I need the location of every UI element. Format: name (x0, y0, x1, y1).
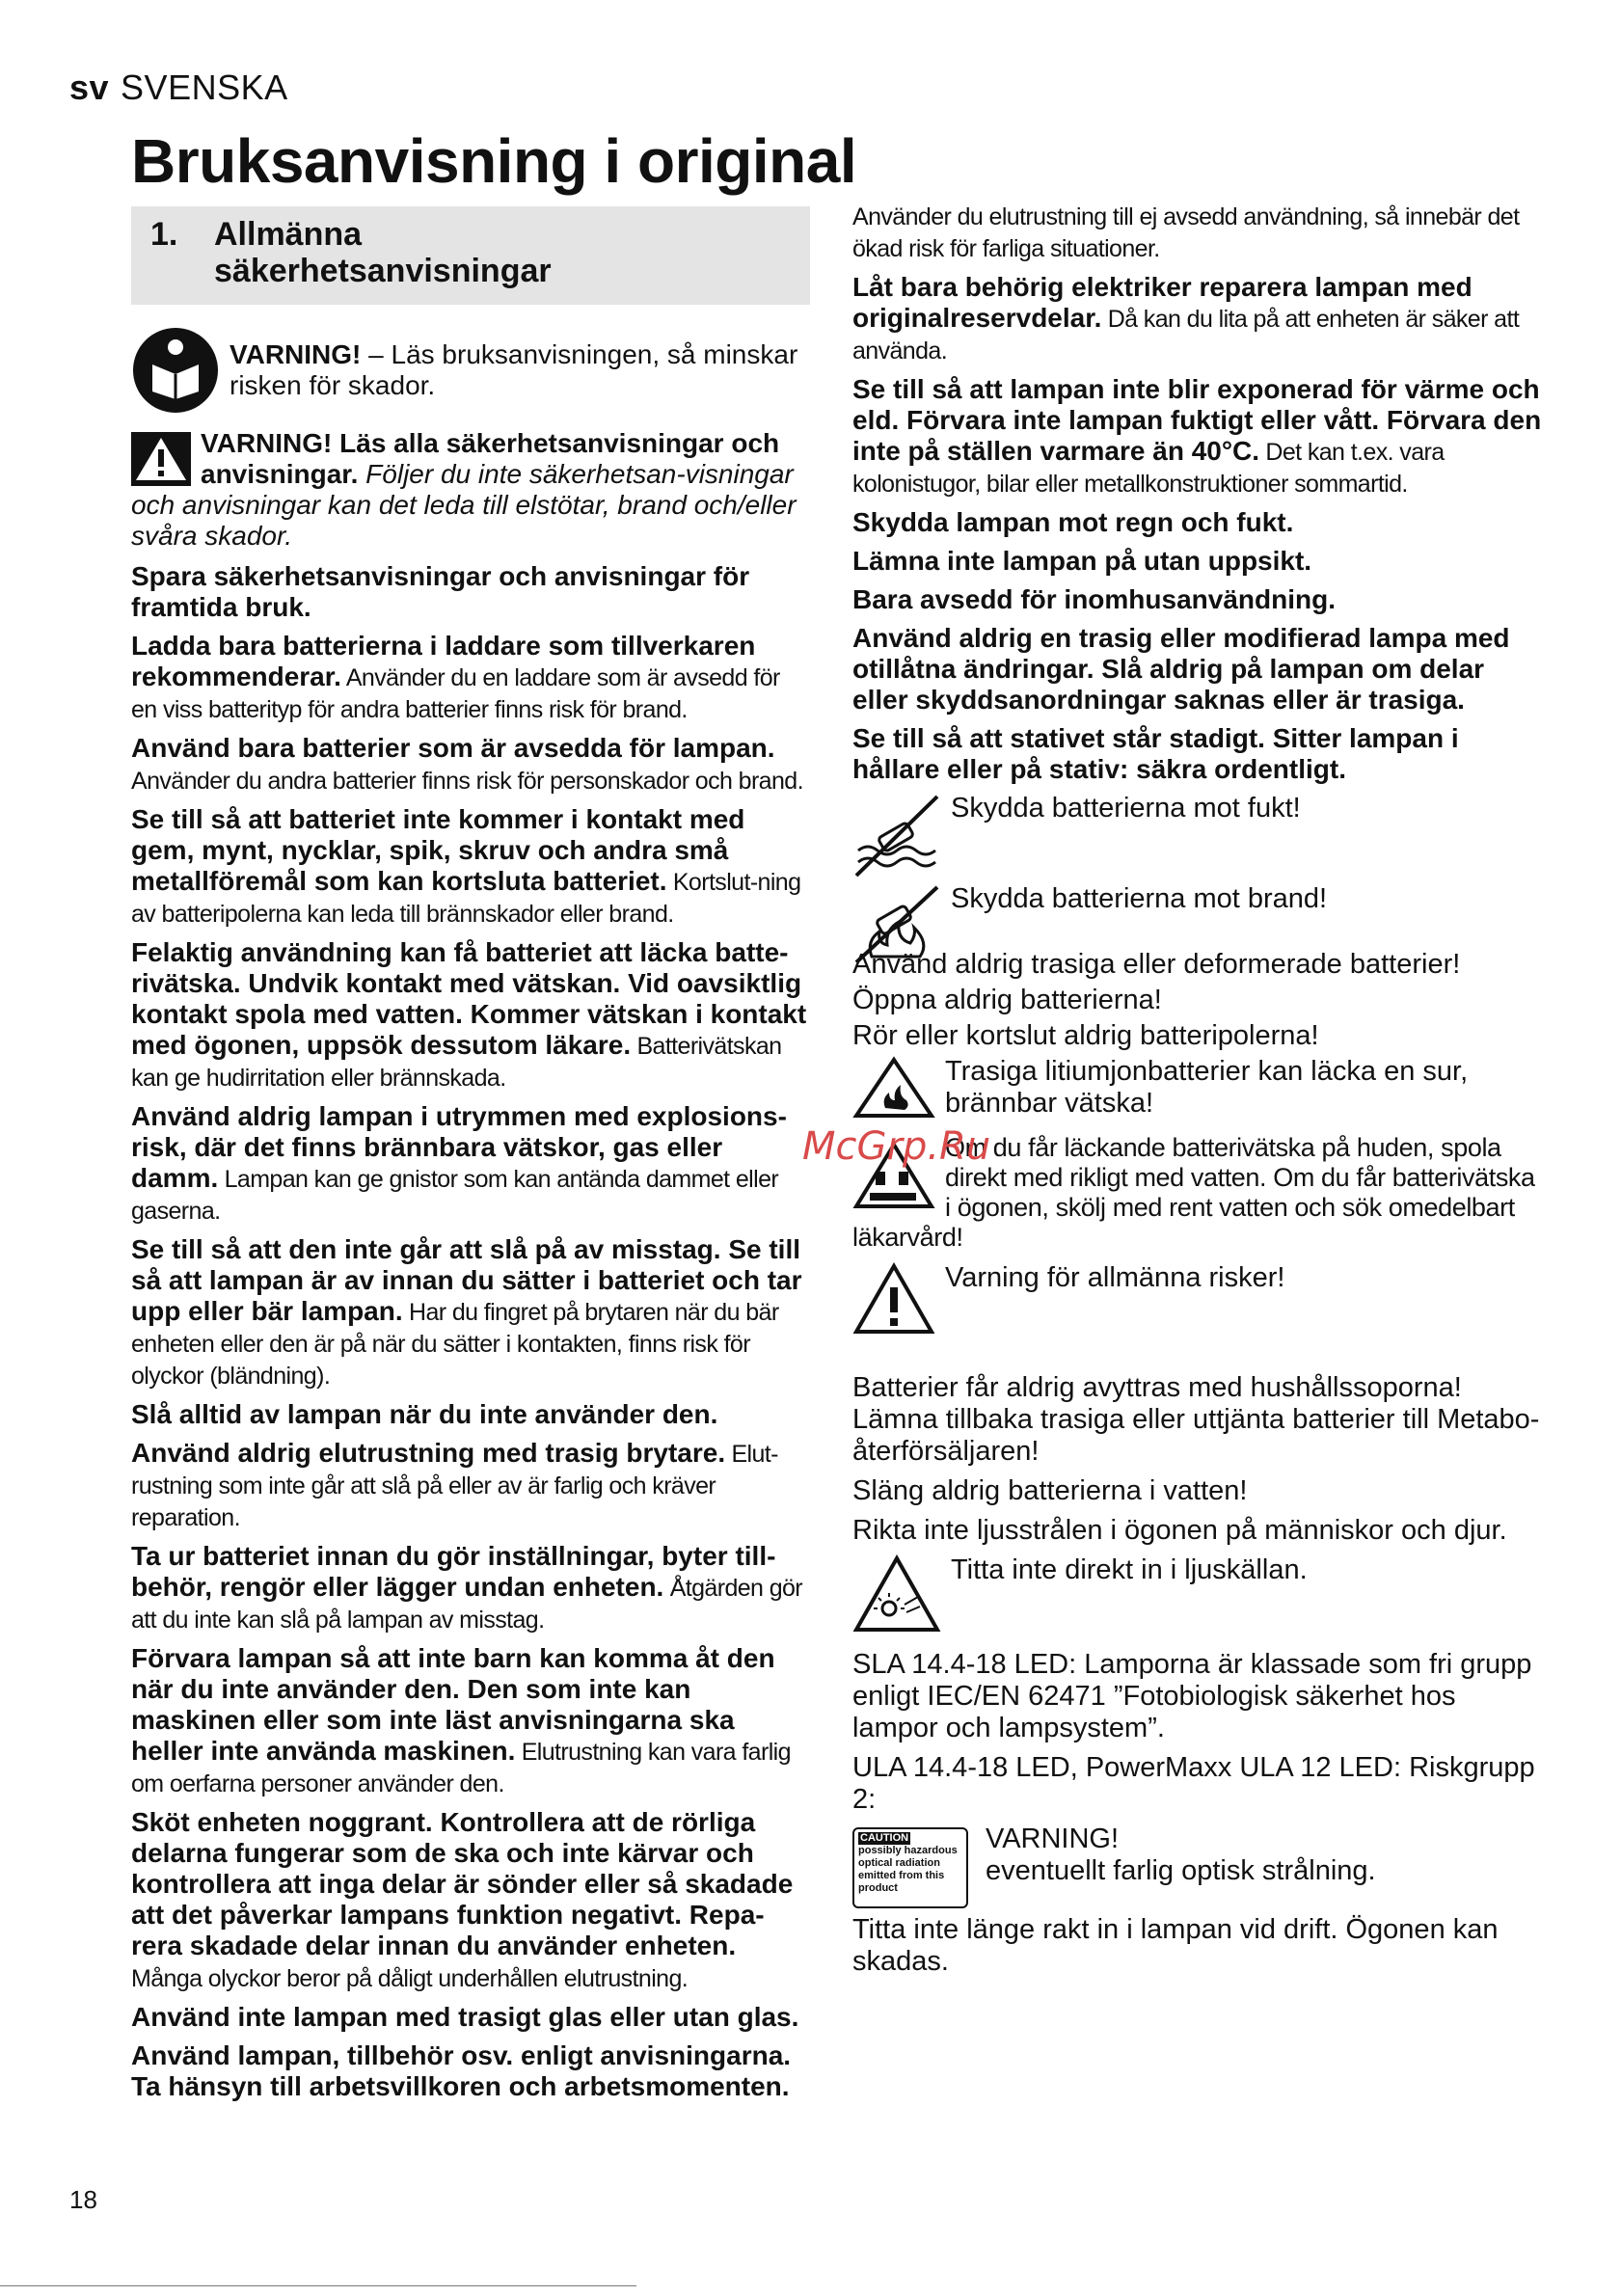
para-switch-text: Elut-rustning som inte går att slå på eller av är farlig och kräver reparation. (131, 1441, 778, 1531)
caution-row (852, 1823, 1543, 1908)
icon-row-general (852, 1262, 1543, 1336)
para-maintenance-text: Många olyckor beror på dåligt underhållen elutrustning. (131, 1965, 689, 1992)
warning-safety-instructions (131, 428, 810, 552)
icon-text-moisture: Skydda batterierna mot fukt! (951, 793, 1301, 824)
icon-row-lithium (852, 1056, 1543, 1120)
para-children-text: Elutrustning kan vara farlig om oerfarna personer använder den. (131, 1739, 791, 1797)
para-batteries-text: Använder du andra batterier finns risk för personskador och brand. (131, 768, 803, 795)
section-title-line2: säkerhetsanvisningar (214, 253, 552, 289)
page-number: 18 (69, 2185, 97, 2214)
para-explosion-text: Lampan kan ge gnistor som kan antända dammet eller gaserna. (131, 1166, 779, 1225)
para-disposal: Batterier får aldrig avyttras med hushållssoporna! Lämna tillbaka trasiga eller uttjänta batterier till Metabo-återförsäljaren! (852, 1372, 1540, 1467)
para-switch-bold: Använd aldrig elutrustning med trasig brytare. (131, 1438, 726, 1468)
para-leak-bold: Felaktig användning kan få batteriet att läcka batte-rivätska. Undvik kontakt med vätskan. Vid oavsiktlig kontakt spola med vatten. Kommer vätskan i kontakt med ögonen, uppsök dessutom läkare. (131, 937, 807, 1060)
read-manual-icon (131, 326, 220, 415)
para-leak-text: Batterivätskan kan ge hudirritation eller brännskada. (131, 1033, 782, 1092)
para-damaged-lamp: Använd aldrig en trasig eller modifierad lampa med otillåtna ändringar. Slå aldrig på lampan om delar eller skyddsanordningar saknas eller är trasiga. (852, 623, 1510, 715)
para-explosion-bold: Använd aldrig lampan i utrymmen med explosions-risk, där det finns brännbara vätskor, gas eller damm. (131, 1101, 787, 1193)
warning-optical-text: eventuellt farlig optisk strålning. (986, 1855, 1376, 1886)
general-warning-icon (852, 1262, 935, 1336)
lang-code: sv (69, 68, 110, 107)
light-hazard-icon (852, 1554, 941, 1634)
watermark: McGrp.Ru (802, 1124, 991, 1169)
para-glass: Använd inte lampan med trasigt glas eller utan glas. (131, 2002, 799, 2032)
para-save-instructions: Spara säkerhetsanvisningar och anvisningar för framtida bruk. (131, 561, 750, 622)
icon-text-corrosive: Om du får läckande batterivätska på huden, spola direkt med rikligt med vatten. Om du får batterivätska i ögonen, skölj med rent vatten och sök omedelbart läkarvård! (852, 1133, 1535, 1252)
para-unattended: Lämna inte lampan på utan uppsikt. (852, 546, 1312, 576)
para-ula-risk-group: ULA 14.4-18 LED, PowerMaxx ULA 12 LED: Riskgrupp 2: (852, 1752, 1535, 1815)
para-indoor: Bara avsedd för inomhusanvändning. (852, 584, 1336, 614)
warning-label: VARNING! (230, 339, 362, 369)
caution-label (852, 1827, 968, 1908)
caution-title: CAUTION (860, 1832, 909, 1844)
icon-text-lithium: Trasiga litiumjonbatterier kan läcka en sur, brännbar vätska! (945, 1056, 1469, 1119)
para-children-bold: Förvara lampan så att inte barn kan komma åt den när du inte använder den. Den som inte kan maskinen eller som inte läst anvisningarna ska heller inte använda maskinen. (131, 1643, 775, 1766)
para-heat-text: Det kan t.ex. vara kolonistugor, bilar eller metallkonstruktioner sommartid. (852, 439, 1445, 498)
para-no-short: Rör eller kortslut aldrig batteripolerna! (852, 1020, 1319, 1051)
para-accidental-text: Har du fingret på brytaren när du bär enheten eller den är på när du sätter i kontakten, finns risk för olyckor (bländning). (131, 1299, 779, 1390)
footer-rule (0, 2285, 636, 2286)
no-moisture-icon (852, 793, 941, 879)
para-no-beam: Rikta inte ljusstrålen i ögonen på människor och djur. (852, 1515, 1507, 1546)
icon-text-light: Titta inte direkt in i ljuskällan. (951, 1554, 1308, 1585)
warning-triangle-icon (131, 432, 191, 486)
para-maintenance-bold: Sköt enheten noggrant. Kontrollera att de rörliga delarna fungerar som de ska och inte kärvar och kontrollera att inga delar är sönder eller så skadade att det påverkar lampans funktion negativt. Repa-rera skadade delar innan du använder enheten. (131, 1807, 794, 1960)
warning-text: – Läs bruksanvisningen, så minskar risken för skador. (230, 339, 798, 400)
warning-all-text: Följer du inte säkerhetsan-visningar och anvisningar kan det leda till elstötar, brand och/eller svåra skador. (131, 459, 797, 551)
page-title: Bruksanvisning i original (131, 126, 857, 196)
para-unintended-use: Använder du elutrustning till ej avsedd användning, så innebär det ökad risk för farliga situationer. (852, 203, 1520, 262)
icon-text-fire: Skydda batterierna mot brand! (951, 883, 1328, 914)
caution-text: possibly hazardous optical radiation emitted from this product (858, 1845, 958, 1894)
language-header (69, 68, 288, 108)
section-heading (131, 206, 810, 305)
para-rain: Skydda lampan mot regn och fukt. (852, 507, 1294, 537)
para-heat-bold: Se till så att lampan inte blir exponerad för värme och eld. Förvara inte lampan fuktigt eller vått. Förvara den inte på ställen varmare än 40°C. (852, 374, 1542, 466)
para-remove-battery-text: Åtgärden gör att du inte kan slå på lampan av misstag. (131, 1575, 803, 1634)
icon-row-moisture (852, 793, 1543, 879)
para-remove-battery-bold: Ta ur batteriet innan du gör inställningar, byter till-behör, rengör eller lägger undan enheten. (131, 1541, 776, 1602)
icon-row-light (852, 1554, 1543, 1634)
right-column (852, 201, 1543, 1985)
icon-text-deformed: Använd aldrig trasiga eller deformerade batterier! (852, 949, 1461, 980)
para-use-per-instructions: Använd lampan, tillbehör osv. enligt anvisningarna. Ta hänsyn till arbetsvillkoren och arbetsmomenten. (131, 2040, 792, 2101)
section-title-line1: Allmänna (214, 216, 363, 253)
para-charger-text: Använder du en laddare som är avsedd för en viss batterityp för andra batterier finns risk för brand. (131, 664, 780, 723)
para-charger-bold: Ladda bara batterierna i laddare som tillverkaren rekommenderar. (131, 631, 756, 691)
para-metal-text: Kortslut-ning av batteripolerna kan leda till brännskador eller brand. (131, 869, 801, 928)
para-switch-off: Slå alltid av lampan när du inte använder den. (131, 1399, 718, 1429)
para-metal-bold: Se till så att batteriet inte kommer i kontakt med gem, mynt, nycklar, spik, skruv och andra små metallföremål som kan kortsluta batteriet. (131, 804, 745, 896)
lang-name: SVENSKA (121, 68, 288, 107)
para-no-stare: Titta inte länge rakt in i lampan vid drift. Ögonen kan skadas. (852, 1914, 1499, 1977)
para-sla-classification: SLA 14.4-18 LED: Lamporna är klassade som fri grupp enligt IEC/EN 62471 ”Fotobiologisk säkerhet hos lampor och lampsystem”. (852, 1649, 1532, 1743)
section-number: 1. (150, 216, 178, 253)
para-accidental-bold: Se till så att den inte går att slå på av misstag. Se till så att lampan är av innan du sätter i batteriet och tar upp eller bär lampan. (131, 1234, 802, 1326)
warning-optical-label: VARNING! (986, 1823, 1120, 1854)
fire-hazard-icon (852, 1056, 935, 1120)
para-repair-bold: Låt bara behörig elektriker reparera lampan med originalreservdelar. (852, 272, 1472, 333)
para-stand: Se till så att stativet står stadigt. Sitter lampan i hållare eller på stativ: säkra ordentligt. (852, 723, 1459, 784)
para-batteries-bold: Använd bara batterier som är avsedda för lampan. (131, 733, 775, 763)
left-column (131, 206, 810, 2110)
para-no-open: Öppna aldrig batterierna! (852, 985, 1162, 1015)
para-repair-text: Då kan du lita på att enheten är säker att använda. (852, 306, 1520, 365)
icon-text-general: Varning för allmänna risker! (945, 1262, 1285, 1293)
warning-read-manual (131, 326, 810, 415)
para-no-water: Släng aldrig batterierna i vatten! (852, 1475, 1248, 1506)
warning-all-label: VARNING! Läs alla säkerhetsanvisningar och anvisningar. (201, 428, 780, 489)
